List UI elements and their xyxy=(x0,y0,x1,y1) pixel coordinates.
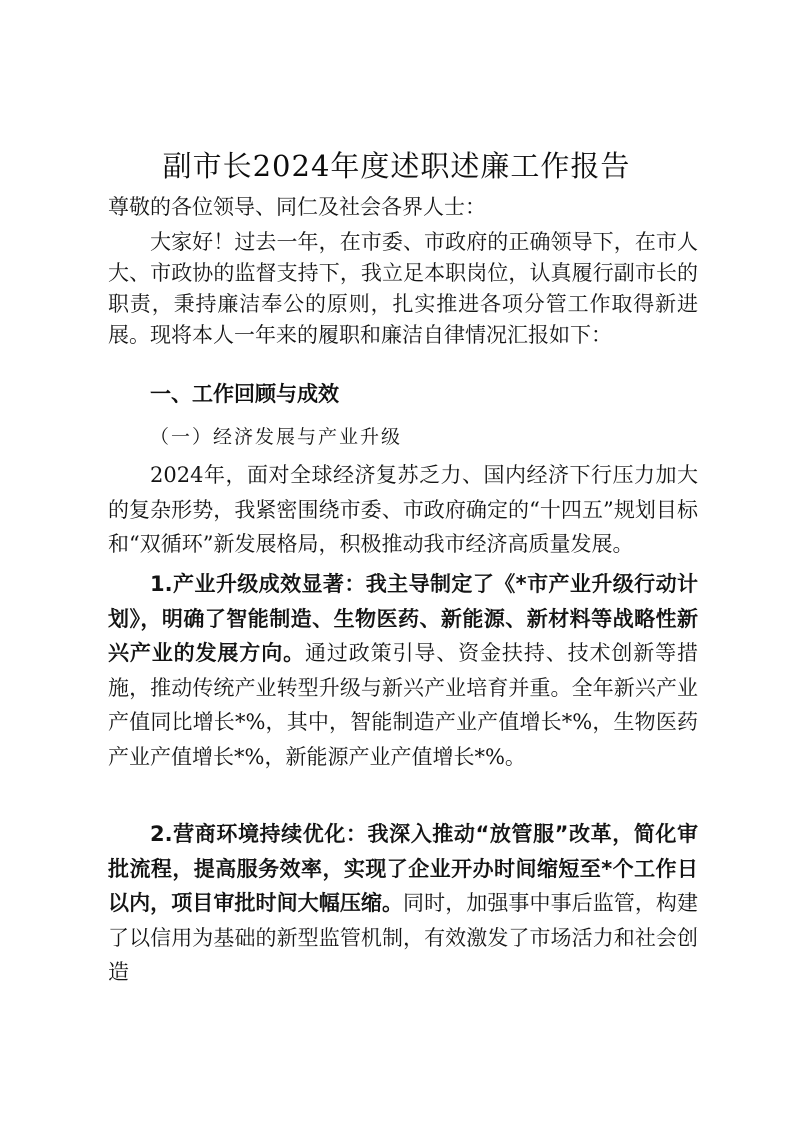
paragraph-business-environment xyxy=(108,817,698,990)
point2-bold-text: 我深入推动“放管服”改革，简化审批流程，提高服务效率，实现了企业开办时间缩短至*个工作日以内，项目审批时间大幅压缩。 xyxy=(108,822,698,915)
section-heading: 一、工作回顾与成效 xyxy=(150,382,339,406)
paragraph-economy: 2024年，面对全球经济复苏乏力、国内经济下行压力加大的复杂形势，我紧密围绕市委、市政府确定的“十四五”规划目标和“双循环”新发展格局，积极推动我市经济高质量发展。 xyxy=(108,463,698,556)
salutation: 尊敬的各位领导、同仁及社会各界人士： xyxy=(108,195,486,219)
point1-body-text: 通过政策引导、资金扶持、技术创新等措施，推动传统产业转型升级与新兴产业培育并重。全年新兴产业产值同比增长*%，其中，智能制造产业产值增长*%，生物医药产业产值增长*%，新能源产业产值增长*%。 xyxy=(108,641,699,769)
point1-lead: 1.产业升级成效显著： xyxy=(150,572,366,596)
document-title: 副市长2024年度述职述廉工作报告 xyxy=(162,149,631,183)
point1-bold-text: 我主导制定了《*市产业升级行动计划》，明确了智能制造、生物医药、新能源、新材料等战略性新兴产业的发展方向。 xyxy=(108,572,698,665)
point2-body-text: 同时，加强事中事后监管，构建了以信用为基础的新型监管机制，有效激发了市场活力和社会创造 xyxy=(108,891,699,984)
paragraph-industry-upgrade xyxy=(108,567,698,774)
intro-paragraph: 大家好！过去一年，在市委、市政府的正确领导下，在市人大、市政协的监督支持下，我立足本职岗位，认真履行副市长的职责，秉持廉洁奉公的原则，扎实推进各项分管工作取得新进展。现将本人一年来的履职和廉洁自律情况汇报如下： xyxy=(108,230,698,347)
point2-lead: 2.营商环境持续优化： xyxy=(150,822,368,846)
subsection-heading: （一）经济发展与产业升级 xyxy=(150,426,403,448)
